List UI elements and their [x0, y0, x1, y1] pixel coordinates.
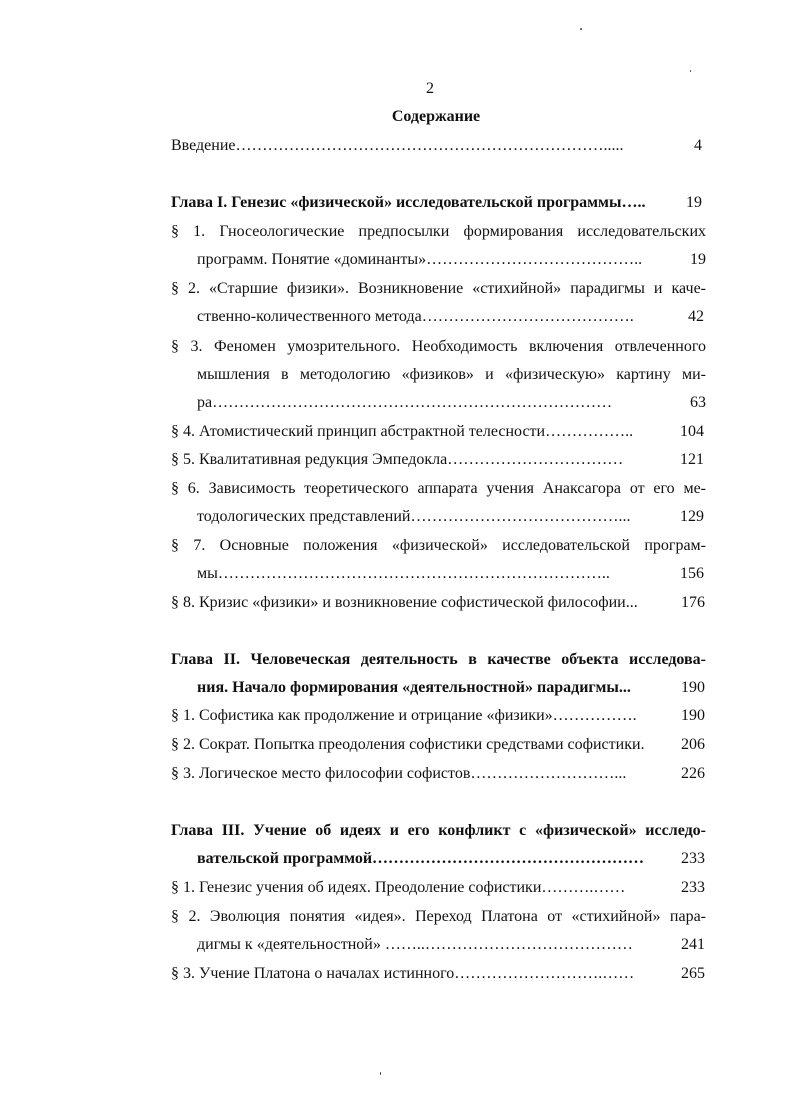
section-3-1-page: 233: [681, 879, 705, 896]
section-2-3: § 3. Логическое место философии софистов………………………...: [171, 765, 627, 782]
section-3-1: § 1. Генезис учения об идеях. Преодоление софистики……….……: [171, 879, 626, 896]
chapter-3-title-line1: Глава III. Учение об идеях и его конфликт с «физической» исследо-: [171, 822, 706, 839]
chapter-3-page: 233: [681, 850, 705, 867]
chapter-3-title-line2: вательской программой……………………………………………: [197, 850, 645, 867]
section-2-2-page: 206: [681, 736, 705, 753]
section-1-4-page: 104: [680, 423, 704, 440]
section-2-1-page: 190: [681, 707, 705, 724]
section-2-2: § 2. Сократ. Попытка преодоления софистики средствами софистики.: [171, 736, 645, 753]
section-1-2-line2: ственно-количественного метода………………………………….: [197, 308, 634, 325]
section-3-2-line2: дигмы к «деятельностной» ……..…………………………………: [197, 936, 633, 953]
section-1-1-line1: § 1. Гносеологические предпосылки формирования исследовательских: [171, 223, 706, 240]
section-2-3-page: 226: [681, 765, 705, 782]
page-title: Содержание: [391, 108, 481, 125]
scan-speck: [380, 1072, 381, 1075]
section-1-4: § 4. Атомистический принцип абстрактной телесности……………..: [171, 423, 634, 440]
section-1-6-line1: § 6. Зависимость теоретического аппарата учения Анаксагора от его ме-: [171, 480, 706, 497]
section-1-1-line2: программ. Понятие «доминанты»…………………………………..: [197, 251, 643, 268]
chapter-1-page: 19: [686, 194, 702, 211]
section-1-6-page: 129: [680, 508, 704, 525]
section-1-2-page: 42: [688, 308, 704, 325]
section-1-3-line3: ра…………………………………………………………………: [197, 394, 613, 411]
section-1-5-page: 121: [680, 451, 704, 468]
section-3-2-page: 241: [681, 936, 705, 953]
section-1-3-page: 63: [690, 394, 706, 411]
toc-page-intro: 4: [694, 137, 702, 154]
section-2-1: § 1. Софистика как продолжение и отрицание «физики»…………….: [171, 707, 637, 724]
section-3-3: § 3. Учение Платона о началах истинного……………………….……: [171, 965, 635, 982]
section-1-3-line1: § 3. Феномен умозрительного. Необходимость включения отвлеченного: [171, 338, 706, 355]
toc-entry-intro: Введение…………………………………………………………….....: [171, 137, 624, 154]
section-1-7-line1: § 7. Основные положения «физической» исследовательской програм-: [171, 537, 706, 554]
section-1-8: § 8. Кризис «физики» и возникновение софистической философии...: [171, 594, 638, 611]
section-1-1-page: 19: [690, 251, 706, 268]
section-1-7-line2: мы………………………………………………………………..: [197, 565, 610, 582]
chapter-2-page: 190: [681, 679, 705, 696]
scan-speck: [580, 28, 582, 30]
section-1-6-line2: тодологических представлений…………………………………...: [197, 508, 631, 525]
page-number: 2: [426, 80, 434, 97]
chapter-2-title-line2: ния. Начало формирования «деятельностной» парадигмы...: [197, 679, 631, 696]
chapter-2-title-line1: Глава II. Человеческая деятельность в качестве объекта исследова-: [171, 651, 706, 668]
scan-speck: [690, 70, 691, 72]
section-3-3-page: 265: [681, 965, 705, 982]
chapter-1-title: Глава I. Генезис «физической» исследовательской программы…..: [171, 194, 646, 211]
section-1-8-page: 176: [681, 594, 705, 611]
section-1-7-page: 156: [680, 565, 704, 582]
section-1-2-line1: § 2. «Старшие физики». Возникновение «стихийной» парадигмы и каче-: [171, 280, 706, 297]
section-1-3-line2: мышления в методологию «физиков» и «физическую» картину ми-: [197, 366, 706, 383]
section-1-5: § 5. Квалитативная редукция Эмпедокла……………………………: [171, 451, 624, 468]
section-3-2-line1: § 2. Эволюция понятия «идея». Переход Платона от «стихийной» пара-: [171, 908, 706, 925]
